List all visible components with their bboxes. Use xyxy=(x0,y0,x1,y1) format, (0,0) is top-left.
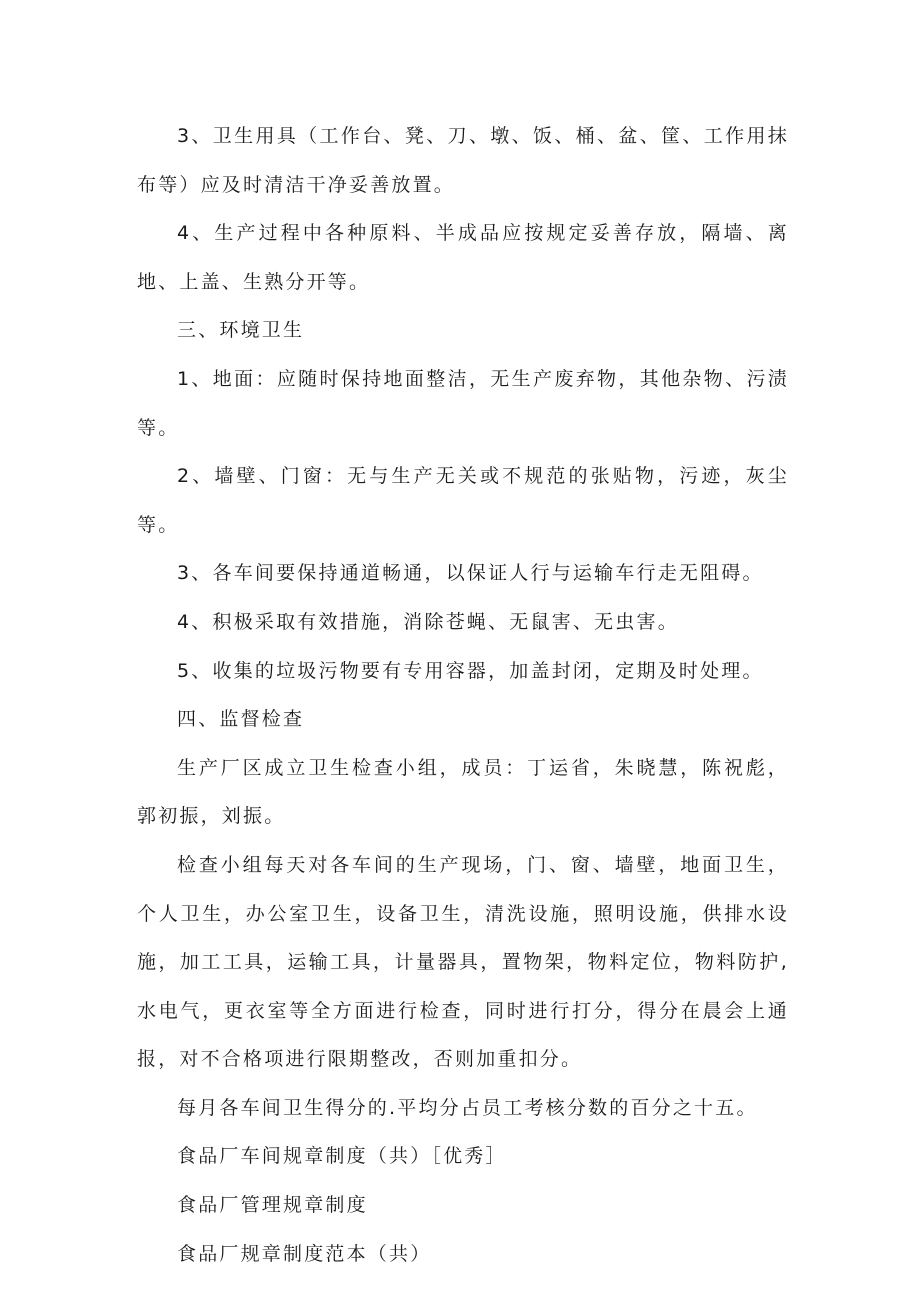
paragraph-inspection-team: 生产厂区成立卫生检查小组，成员：丁运省，朱晓慧，陈祝彪，郭初振，刘振。 xyxy=(137,756,789,828)
section-heading-environment: 三、环境卫生 xyxy=(177,319,305,342)
document-body xyxy=(137,112,789,1278)
related-link-workshop-rules[interactable]: 食品厂车间规章制度（共）［优秀］ xyxy=(177,1145,507,1168)
paragraph-monthly-score: 每月各车间卫生得分的.平均分占员工考核分数的百分之十五。 xyxy=(177,1096,758,1119)
paragraph-hygiene-tools: 3、卫生用具（工作台、凳、刀、墩、饭、桶、盆、筐、工作用抹布等）应及时清洁干净妥善放置。 xyxy=(137,125,789,196)
paragraph-pest-control: 4、积极采取有效措施，消除苍蝇、无鼠害、无虫害。 xyxy=(177,610,679,633)
paragraph-floor: 1、地面：应随时保持地面整洁，无生产废弃物，其他杂物、污渍等。 xyxy=(137,367,789,439)
related-link-rules-template[interactable]: 食品厂规章制度范本（共） xyxy=(177,1242,432,1265)
paragraph-walls-doors: 2、墙壁、门窗：无与生产无关或不规范的张贴物，污迹，灰尘等。 xyxy=(137,465,789,536)
section-heading-inspection: 四、监督检查 xyxy=(177,708,305,731)
related-link-management-rules[interactable]: 食品厂管理规章制度 xyxy=(177,1194,368,1217)
paragraph-garbage: 5、收集的垃圾污物要有专用容器，加盖封闭，定期及时处理。 xyxy=(177,659,764,682)
paragraph-daily-inspection: 检查小组每天对各车间的生产现场，门、窗、墙壁，地面卫生，个人卫生，办公室卫生，设备卫生，清洗设施，照明设施，供排水设施，加工工具，运输工具，计量器具，置物架，物料定位，物料防护,水电气，更衣室等全方面进行检查，同时进行打分，得分在晨会上通报，对不合格项进行限期整改，否则加重扣分。 xyxy=(137,853,789,1071)
paragraph-material-storage: 4、生产过程中各种原料、半成品应按规定妥善存放，隔墙、离地、上盖、生熟分开等。 xyxy=(137,222,789,293)
paragraph-passages: 3、各车间要保持通道畅通，以保证人行与运输车行走无阻碍。 xyxy=(177,562,764,585)
